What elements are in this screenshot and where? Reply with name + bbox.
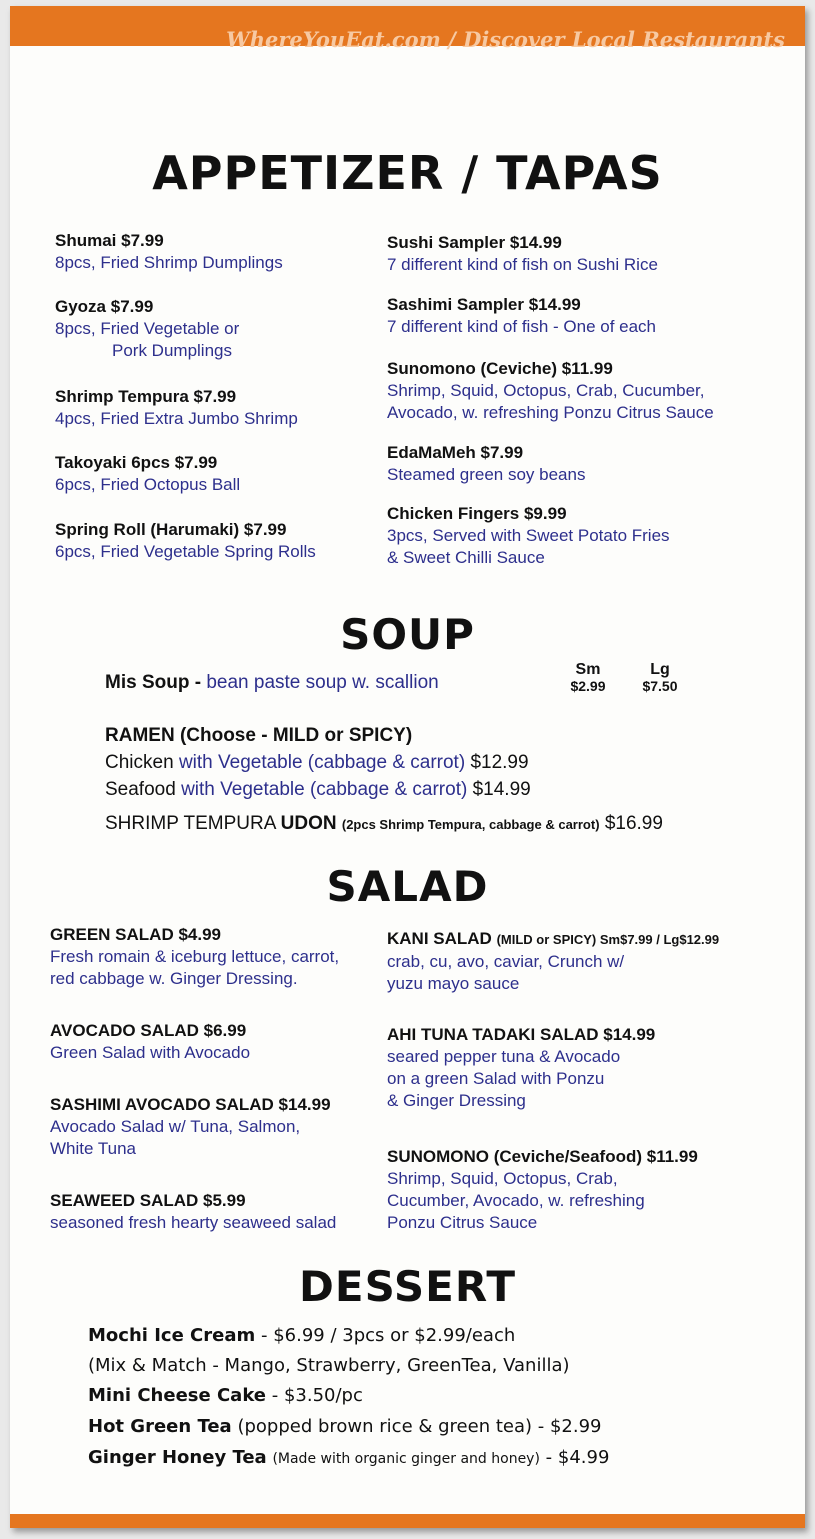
dessert-note: (Mix & Match - Mango, Strawberry, GreenTea, Vanilla) xyxy=(88,1355,570,1376)
appetizer-heading: APPETIZER / TAPAS xyxy=(152,146,663,200)
menu-item: Sunomono (Ceviche) $11.99 Shrimp, Squid, Octopus, Crab, Cucumber, Avocado, w. refreshing Ponzu Citrus Sauce xyxy=(387,359,714,422)
menu-page xyxy=(10,6,805,1528)
menu-item: Gyoza $7.99 8pcs, Fried Vegetable or Pork Dumplings xyxy=(55,297,240,360)
udon-item: SHRIMP TEMPURA UDON (2pcs Shrimp Tempura, cabbage & carrot) $16.99 xyxy=(105,813,663,834)
ramen-option: Seafood with Vegetable (cabbage & carrot) $14.99 xyxy=(105,779,531,800)
menu-item: Sushi Sampler $14.99 7 different kind of fish on Sushi Rice xyxy=(387,233,658,274)
menu-item: AVOCADO SALAD $6.99 Green Salad with Avocado xyxy=(50,1021,251,1062)
miso-soup: Mis Soup - bean paste soup w. scallion xyxy=(105,672,439,693)
dessert-heading: DESSERT xyxy=(299,1262,516,1311)
menu-item: SASHIMI AVOCADO SALAD $14.99 Avocado Salad w/ Tuna, Salmon, White Tuna xyxy=(50,1095,331,1158)
ramen-title: RAMEN (Choose - MILD or SPICY) xyxy=(105,725,413,746)
menu-item: Chicken Fingers $9.99 3pcs, Served with Sweet Potato Fries & Sweet Chilli Sauce xyxy=(387,504,670,567)
dessert-item: Mochi Ice Cream - $6.99 / 3pcs or $2.99/each xyxy=(88,1325,516,1346)
menu-item: Shumai $7.99 8pcs, Fried Shrimp Dumplings xyxy=(55,231,283,272)
menu-item: Spring Roll (Harumaki) $7.99 6pcs, Fried Vegetable Spring Rolls xyxy=(55,520,316,561)
menu-item: EdaMaMeh $7.99 Steamed green soy beans xyxy=(387,443,586,484)
size-large-column: Lg $7.50 xyxy=(642,661,678,694)
soup-heading: SOUP xyxy=(340,610,475,659)
menu-item: Shrimp Tempura $7.99 4pcs, Fried Extra Jumbo Shrimp xyxy=(55,387,298,428)
menu-item: AHI TUNA TADAKI SALAD $14.99 seared pepper tuna & Avocado on a green Salad with Ponzu & Ginger Dressing xyxy=(387,1025,656,1110)
dessert-item: Ginger Honey Tea (Made with organic ginger and honey) - $4.99 xyxy=(88,1447,610,1468)
menu-item: SUNOMONO (Ceviche/Seafood) $11.99 Shrimp, Squid, Octopus, Crab, Cucumber, Avocado, w. refreshing Ponzu Citrus Sauce xyxy=(387,1147,698,1232)
footer-bar xyxy=(10,1514,805,1528)
menu-item: SEAWEED SALAD $5.99 seasoned fresh hearty seaweed salad xyxy=(50,1191,337,1232)
dessert-item: Hot Green Tea (popped brown rice & green tea) - $2.99 xyxy=(88,1416,602,1437)
menu-item: GREEN SALAD $4.99 Fresh romain & iceburg lettuce, carrot, red cabbage w. Ginger Dressing. xyxy=(50,925,340,988)
size-small-column: Sm $2.99 xyxy=(570,661,606,694)
header-bar xyxy=(10,6,805,52)
ramen-option: Chicken with Vegetable (cabbage & carrot) $12.99 xyxy=(105,752,529,773)
menu-item: Sashimi Sampler $14.99 7 different kind of fish - One of each xyxy=(387,295,657,336)
menu-item: KANI SALAD (MILD or SPICY) Sm$7.99 / Lg$12.99 crab, cu, avo, caviar, Crunch w/ yuzu mayo sauce xyxy=(387,929,720,993)
dessert-item: Mini Cheese Cake - $3.50/pc xyxy=(88,1385,363,1406)
menu-item: Takoyaki 6pcs $7.99 6pcs, Fried Octopus Ball xyxy=(55,453,241,494)
salad-heading: SALAD xyxy=(326,862,489,911)
site-watermark: WhereYouEat.com / Discover Local Restaurants xyxy=(226,27,785,52)
